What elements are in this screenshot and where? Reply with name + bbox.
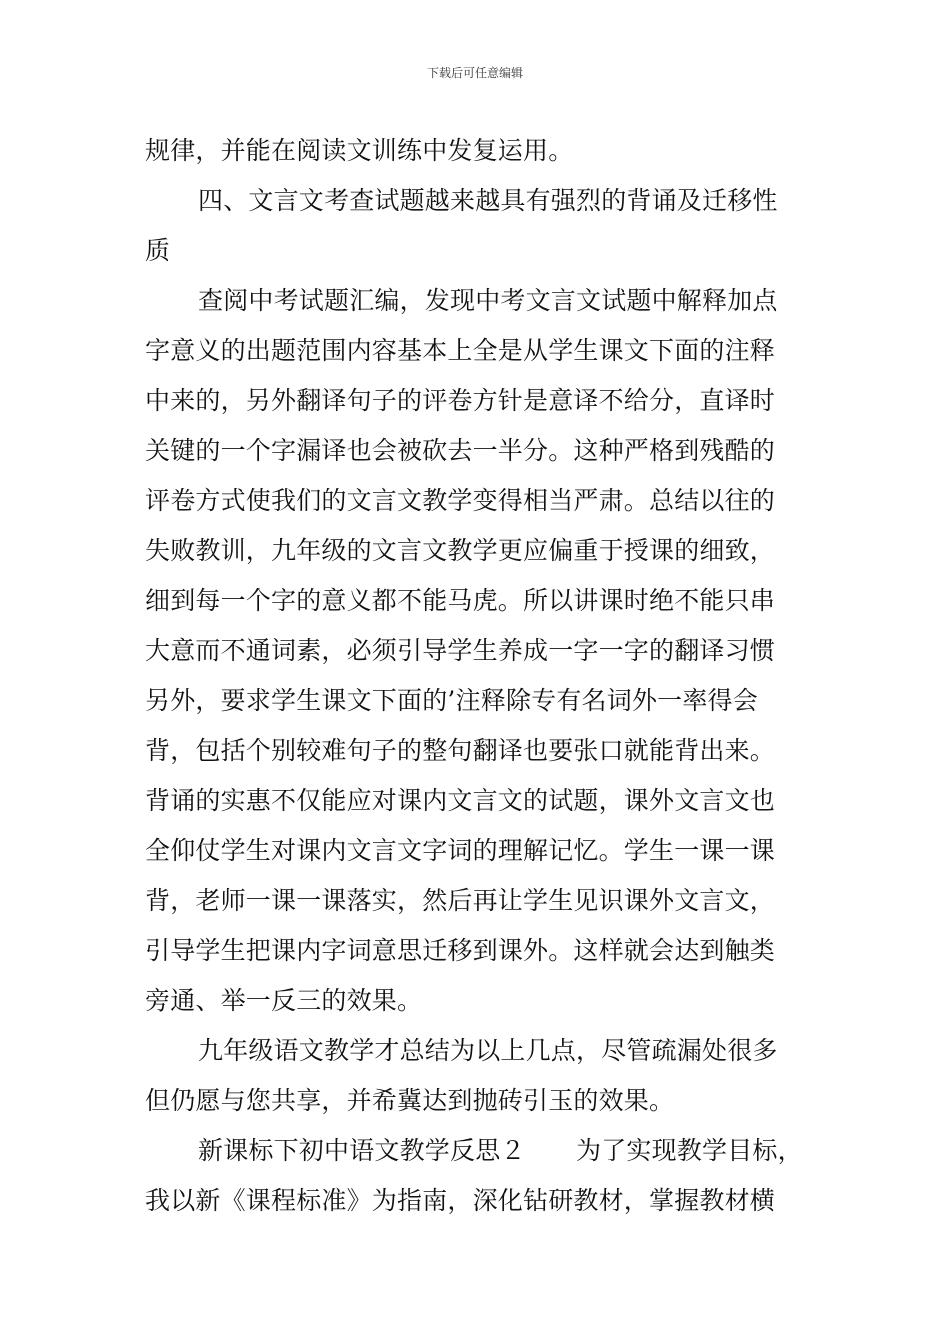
text-line: 细到每一个字的意义都不能马虎。所以讲课时绝不能只串 [145, 586, 776, 615]
text-line: 引导学生把课内字词意思迁移到课外。这样就会达到触类 [145, 936, 776, 965]
text-line: 另外，要求学生课文下面的’注释除专有名词外一率得会 [145, 686, 758, 715]
text-line: 质 [145, 236, 171, 265]
text-line: 字意义的出题范围内容基本上全是从学生课文下面的注释 [145, 336, 776, 365]
text-line: 背，老师一课一课落实，然后再让学生见识课外文言文， [145, 886, 776, 915]
section-heading: 四、文言文考查试题越来越具有强烈的背诵及迁移性 [198, 186, 778, 215]
text-line: 背，包括个别较难句子的整句翻译也要张口就能背出来。 [145, 736, 776, 765]
text-line: 九年级语文教学才总结为以上几点，尽管疏漏处很多 [198, 1036, 778, 1065]
text-line: 评卷方式使我们的文言文教学变得相当严肃。总结以往的 [145, 486, 776, 515]
text-line: 大意而不通词素，必须引导学生养成一字一字的翻译习惯 [145, 636, 776, 665]
text-line: 关键的一个字漏译也会被砍去一半分。这种严格到残酷的 [145, 436, 776, 465]
text-line: 旁通、举一反三的效果。 [145, 986, 423, 1015]
text-line: 全仰仗学生对课内文言文字词的理解记忆。学生一课一课 [145, 836, 776, 865]
text-line: 规律，并能在阅读文训练中发复运用。 [145, 136, 574, 165]
text-line: 失败教训，九年级的文言文教学更应偏重于授课的细致， [145, 536, 776, 565]
text-line: 背诵的实惠不仅能应对课内文言文的试题，课外文言文也 [145, 786, 776, 815]
section-heading: 新课标下初中语文教学反思２ 为了实现教学目标， [198, 1136, 803, 1165]
text-line: 查阅中考试题汇编，发现中考文言文试题中解释加点 [198, 286, 778, 315]
page-header: 下载后可任意编辑 [426, 66, 523, 80]
text-line: 我以新《课程标准》为指南，深化钻研教材，掌握教材横 [145, 1186, 776, 1215]
text-line: 但仍愿与您共享，并希冀达到抛砖引玉的效果。 [145, 1086, 675, 1115]
text-line: 中来的，另外翻译句子的评卷方针是意译不给分，直译时 [145, 386, 776, 415]
